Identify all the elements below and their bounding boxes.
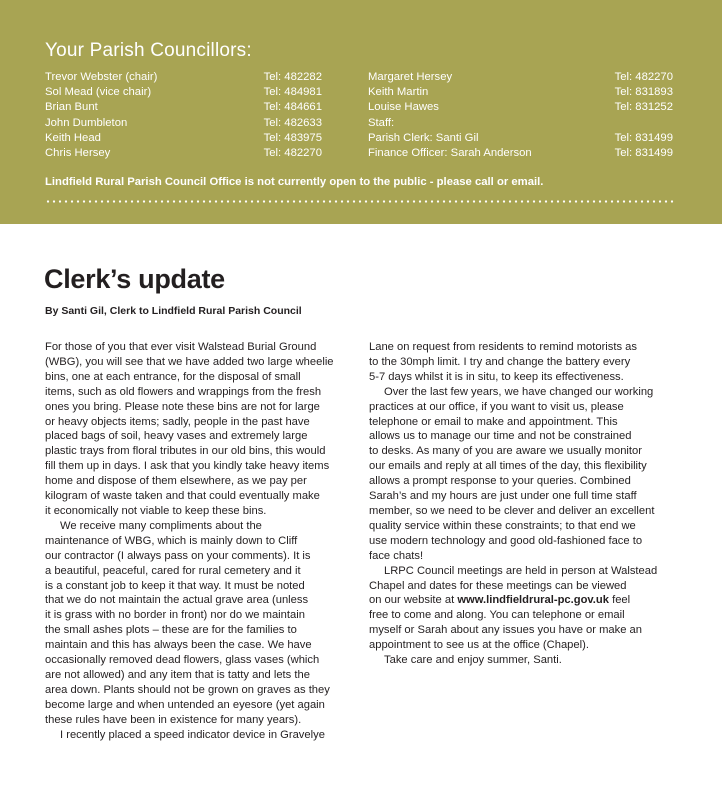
councillor-name: Parish Clerk: Santi Gil xyxy=(368,131,479,144)
article-line: plastic trays from floral tributes in our old bins, this would xyxy=(45,445,326,458)
website-line xyxy=(369,593,681,608)
councillor-phone: Tel: 483975 xyxy=(263,131,322,144)
councillor-row xyxy=(45,85,322,100)
councillor-row xyxy=(368,70,673,85)
councillor-name: Keith Martin xyxy=(368,86,429,99)
councillor-row xyxy=(368,100,673,115)
article-line: Chapel and dates for these meetings can be viewed xyxy=(369,579,627,592)
councillor-phone: Tel: 482270 xyxy=(614,71,673,83)
councillor-name: Sol Mead (vice chair) xyxy=(45,86,152,99)
councillor-phone: Tel: 831893 xyxy=(614,86,673,99)
article-line: (WBG), you will see that we have added two large wheelie xyxy=(45,355,334,368)
councillor-row xyxy=(45,131,322,146)
councillor-row xyxy=(45,146,322,161)
article-line: placed bags of soil, heavy vases and extremely large xyxy=(45,430,308,443)
article-line: bins, one at each entrance, for the disposal of small xyxy=(45,370,301,383)
article-line: For those of you that ever visit Walstead Burial Ground xyxy=(45,341,317,353)
article-line: face chats! xyxy=(369,549,424,562)
councillor-row xyxy=(368,85,673,100)
article-line: is a constant job to keep it that way. It must be noted xyxy=(45,579,305,592)
article-line: a beautiful, peaceful, cared for rural cemetery and it xyxy=(45,564,301,577)
article-line: kilogram of waste taken and that could eventually make xyxy=(45,490,320,503)
article-line: maintenance of WBG, which is mainly down to Cliff xyxy=(45,534,298,547)
article-line: 5-7 days whilst it is in situ, to keep its effectiveness. xyxy=(369,370,624,383)
article-line: to desks. As many of you are aware we usually monitor xyxy=(369,445,642,458)
councillor-row xyxy=(45,116,322,131)
article-line: the small ashes plots – these are for the families to xyxy=(45,624,297,637)
article-line: to the 30mph limit. I try and change the battery every xyxy=(369,355,631,368)
article-line: allows us to manage our time and not be constrained xyxy=(369,430,632,443)
office-notice: Lindfield Rural Parish Council Office is not currently open to the public - please call or email. xyxy=(45,176,544,188)
article-line: telephone or email to make and appointment. This xyxy=(369,415,618,428)
councillor-phone: Tel: 482282 xyxy=(263,71,322,83)
article-line: free to come and along. You can telephone or email xyxy=(369,609,625,622)
councillor-name: Staff: xyxy=(368,116,395,129)
article-line: use modern technology and good old-fashioned face to xyxy=(369,534,643,547)
article-column-left xyxy=(45,340,357,742)
article-line: Lane on request from residents to remind motorists as xyxy=(369,341,638,353)
councillor-row xyxy=(368,146,673,161)
article-line: member, so we need to be clever and deliver an excellent xyxy=(369,504,655,517)
article-line: it is grass with no border in front) nor do we maintain xyxy=(45,609,305,622)
article-title: Clerk’s update xyxy=(44,264,225,294)
website-prefix: on our website at xyxy=(369,594,458,607)
councillor-name: Finance Officer: Sarah Anderson xyxy=(368,147,532,159)
article-line: practices at our office, if you want to visit us, please xyxy=(369,400,624,413)
article-line: our emails and reply at all times of the day, this flexibility xyxy=(369,460,647,473)
article-line: appointment to see us at the office (Chapel). xyxy=(369,639,589,652)
councillor-name: Brian Bunt xyxy=(45,101,98,114)
article-line: ones you bring. Please note these bins are not for large xyxy=(45,400,320,413)
website-suffix: feel xyxy=(608,594,631,607)
article-line: become large and when untended an eyesore (yet again xyxy=(45,698,325,711)
article-line: Sarah’s and my hours are just under one full time staff xyxy=(369,490,637,503)
councillor-phone: Tel: 484661 xyxy=(263,101,322,114)
article-line: fill them up in days. I ask that you kindly take heavy items xyxy=(45,460,330,473)
article-line: I recently placed a speed indicator device in Gravelye xyxy=(60,728,325,741)
councillor-name: John Dumbleton xyxy=(45,116,128,129)
councillor-phone: Tel: 484981 xyxy=(263,86,322,99)
councillor-name: Trevor Webster (chair) xyxy=(45,71,158,83)
article-line: Take care and enjoy summer, Santi. xyxy=(384,654,562,667)
councillor-name: Margaret Hersey xyxy=(368,71,453,83)
article-line: We receive many compliments about the xyxy=(60,519,262,532)
councillor-name: Chris Hersey xyxy=(45,147,111,159)
councillor-phone: Tel: 482270 xyxy=(263,147,322,159)
article-line: area down. Plants should not be grown on graves as they xyxy=(45,683,330,696)
councillor-phone: Tel: 482633 xyxy=(263,116,322,129)
councillor-row xyxy=(45,70,322,85)
banner-title: Your Parish Councillors: xyxy=(45,40,252,61)
article-line: or heavy objects items; sadly, people in the past have xyxy=(45,415,310,428)
councillor-phone: Tel: 831499 xyxy=(614,131,673,144)
dotted-divider xyxy=(45,200,675,203)
article-line: Over the last few years, we have changed our working xyxy=(384,385,654,398)
article-line: occasionally removed dead flowers, glass vases (which xyxy=(45,654,320,667)
article-line: home and dispose of them elsewhere, as we pay per xyxy=(45,475,307,488)
article-line: it economically not viable to keep these bins. xyxy=(45,504,267,517)
article-line: quality service within these constraints; to that end we xyxy=(369,519,636,532)
article-line: our contractor (I always pass on your comments). It is xyxy=(45,549,311,562)
website-link[interactable]: www.lindfieldrural-pc.gov.uk xyxy=(457,594,609,607)
article-line: LRPC Council meetings are held in person at Walstead xyxy=(384,564,658,577)
article-column-right xyxy=(369,340,681,668)
article-line: that we do not maintain the actual grave area (unless xyxy=(45,594,309,607)
article-line: maintain and this has always been the case. We have xyxy=(45,639,312,652)
councillor-phone: Tel: 831252 xyxy=(614,101,673,114)
councillor-phone: Tel: 831499 xyxy=(614,147,673,159)
article-line: myself or Sarah about any issues you have or make an xyxy=(369,624,642,637)
article-line: these rules have been in existence for many years). xyxy=(45,713,302,726)
councillor-name: Keith Head xyxy=(45,131,101,144)
councillor-name: Louise Hawes xyxy=(368,101,439,114)
article-line: are not allowed) and any item that is tatty and lets the xyxy=(45,668,310,681)
article-line: allows a prompt response to your queries. Combined xyxy=(369,475,631,488)
councillor-row xyxy=(45,100,322,115)
councillor-row xyxy=(368,116,673,131)
article-line: items, such as old flowers and wrappings from the fresh xyxy=(45,385,322,398)
article-byline: By Santi Gil, Clerk to Lindfield Rural Parish Council xyxy=(45,305,302,317)
councillor-row xyxy=(368,131,673,146)
councillors-banner xyxy=(0,0,722,224)
